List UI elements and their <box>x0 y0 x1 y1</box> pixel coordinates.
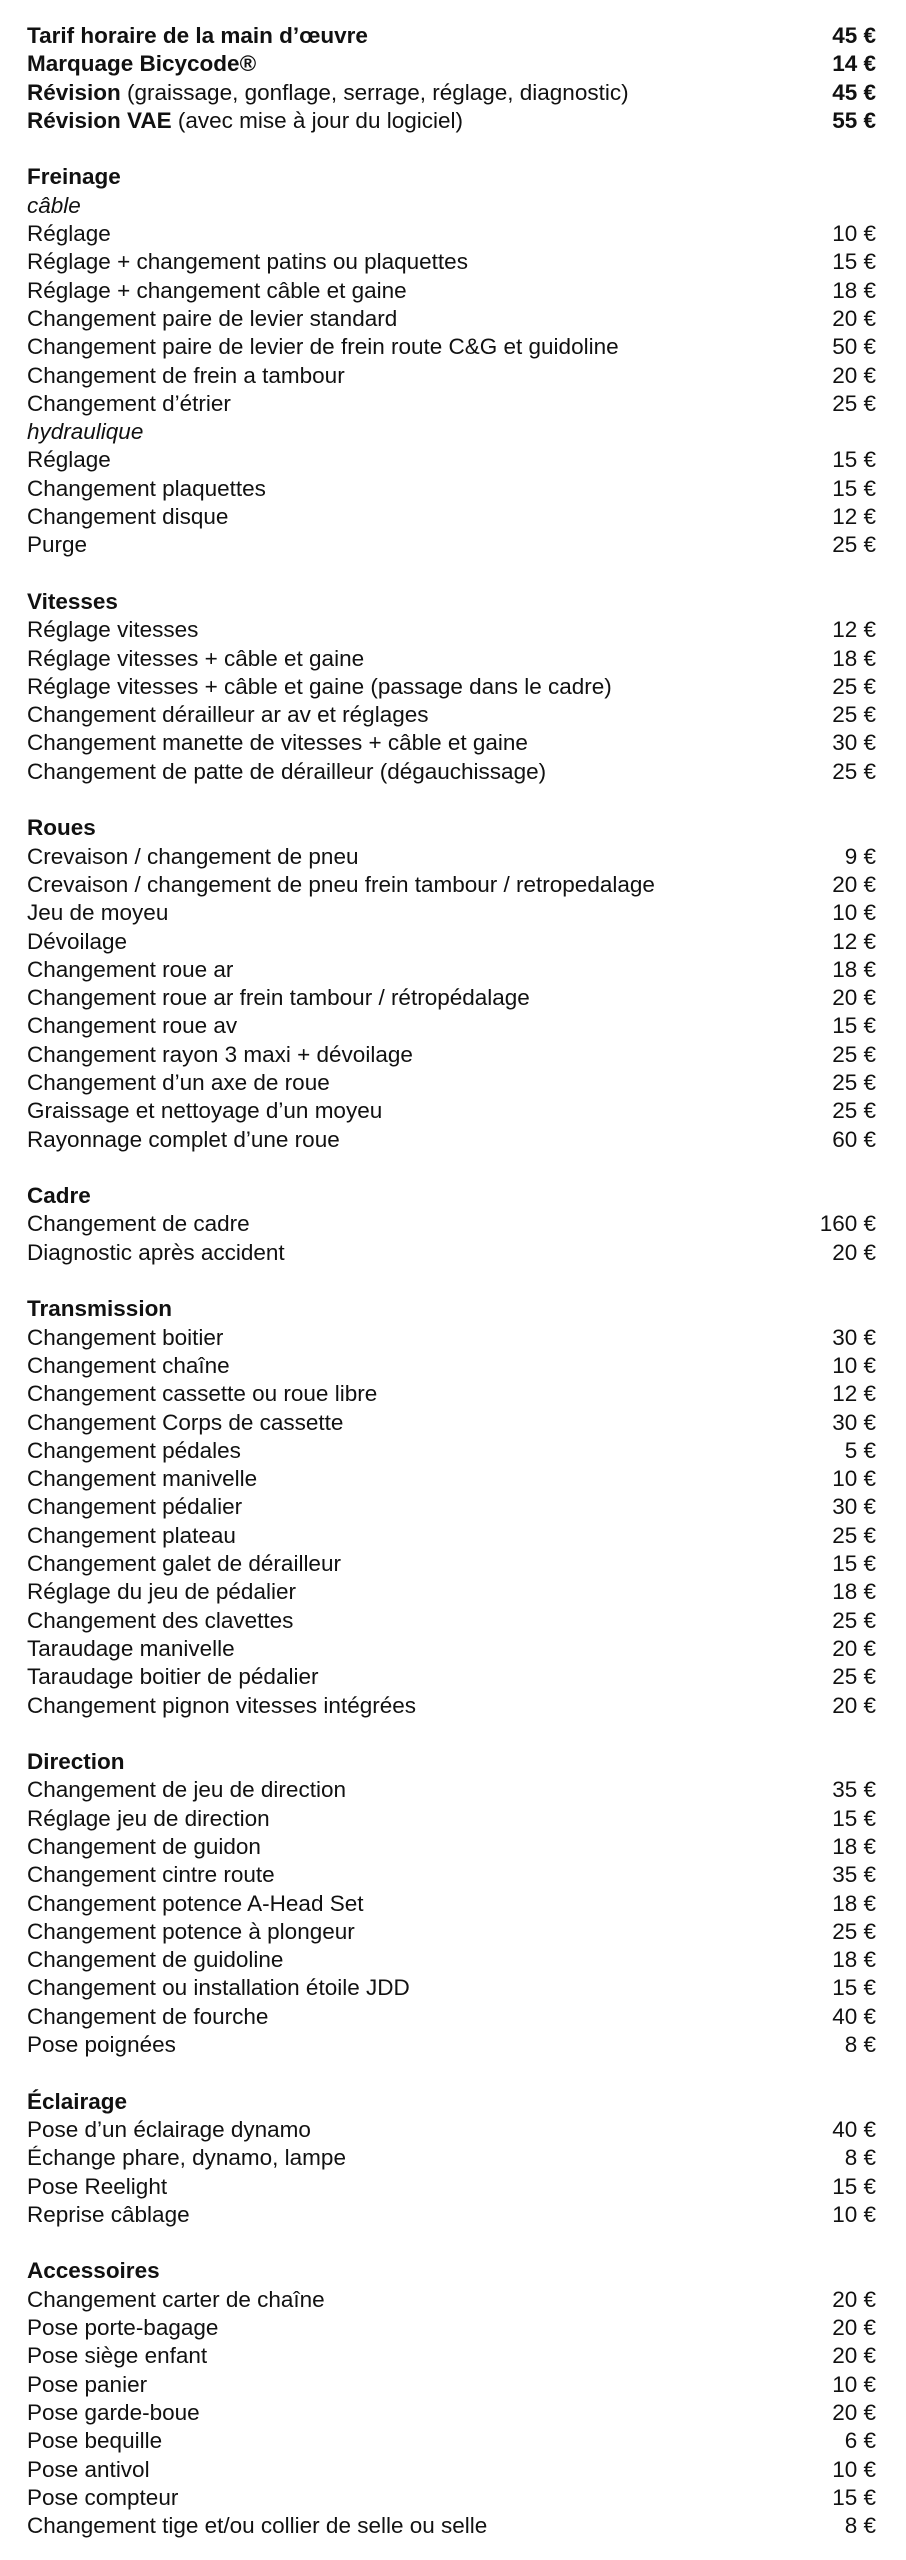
service-price: 8 € <box>844 2513 876 2539</box>
service-sections <box>27 135 876 2540</box>
service-row <box>27 2399 876 2427</box>
header-rate-row <box>27 107 876 135</box>
service-price: 12 € <box>832 617 876 643</box>
service-price: 20 € <box>832 2343 876 2369</box>
header-rate-row <box>27 50 876 78</box>
service-price: 12 € <box>832 1381 876 1407</box>
service-row <box>27 333 876 361</box>
service-row <box>27 220 876 248</box>
service-label: Taraudage manivelle <box>27 1635 235 1661</box>
service-label: Pose panier <box>27 2371 148 2397</box>
service-price: 10 € <box>832 1352 876 1378</box>
service-label: Pose bequille <box>27 2428 163 2454</box>
service-label: Réglage vitesses + câble et gaine (passage dans le cadre) <box>27 673 612 699</box>
service-price: 25 € <box>832 1098 876 1124</box>
service-price: 20 € <box>832 1635 876 1661</box>
service-row <box>27 1380 876 1408</box>
service-row <box>27 871 876 899</box>
service-price: 15 € <box>832 1013 876 1039</box>
service-row <box>27 531 876 559</box>
section-title: Roues <box>27 815 96 841</box>
service-price: 25 € <box>832 1069 876 1095</box>
section-cadre <box>27 1182 876 1267</box>
service-row <box>27 1692 876 1720</box>
service-label: Changement manette de vitesses + câble et gaine <box>27 730 528 756</box>
section-title: Transmission <box>27 1296 173 1322</box>
section-vitesses <box>27 588 876 786</box>
service-price: 10 € <box>832 2456 876 2482</box>
service-row <box>27 729 876 757</box>
service-label: Pose antivol <box>27 2456 150 2482</box>
service-price: 15 € <box>832 1805 876 1831</box>
service-row <box>27 2144 876 2172</box>
service-label: Changement paire de levier standard <box>27 305 398 331</box>
service-price: 18 € <box>832 1890 876 1916</box>
service-price: 30 € <box>832 1409 876 1435</box>
section-freinage <box>27 163 876 559</box>
service-label: Pose garde-boue <box>27 2399 200 2425</box>
service-row <box>27 1012 876 1040</box>
section-transmission <box>27 1295 876 1719</box>
service-row <box>27 616 876 644</box>
header-rate-label <box>27 107 812 135</box>
service-row <box>27 1239 876 1267</box>
service-price: 18 € <box>832 1947 876 1973</box>
service-row <box>27 1946 876 1974</box>
service-label: Changement chaîne <box>27 1352 230 1378</box>
service-row <box>27 899 876 927</box>
service-label: Réglage <box>27 221 111 247</box>
service-price: 15 € <box>832 2484 876 2510</box>
service-row <box>27 1041 876 1069</box>
service-price: 35 € <box>832 1777 876 1803</box>
service-label: Crevaison / changement de pneu frein tambour / retropedalage <box>27 871 655 897</box>
service-price: 12 € <box>832 504 876 530</box>
service-price: 10 € <box>832 2201 876 2227</box>
service-label: Changement potence A-Head Set <box>27 1890 364 1916</box>
service-price: 30 € <box>832 1494 876 1520</box>
service-row <box>27 843 876 871</box>
service-price: 25 € <box>832 702 876 728</box>
service-price: 10 € <box>832 1466 876 1492</box>
service-label: Changement pédales <box>27 1437 241 1463</box>
service-price: 10 € <box>832 900 876 926</box>
service-label: Changement plateau <box>27 1522 236 1548</box>
service-row <box>27 1069 876 1097</box>
service-row <box>27 248 876 276</box>
service-price: 18 € <box>832 645 876 671</box>
service-label: Changement dérailleur ar av et réglages <box>27 702 429 728</box>
service-label: Changement roue av <box>27 1013 238 1039</box>
service-row <box>27 2342 876 2370</box>
service-label: Changement tige et/ou collier de selle ou selle <box>27 2513 488 2539</box>
service-label: Changement pédalier <box>27 1494 243 1520</box>
service-label: Changement carter de chaîne <box>27 2286 325 2312</box>
header-rate-row <box>27 79 876 107</box>
service-row <box>27 1437 876 1465</box>
subsection-title: hydraulique <box>27 419 144 445</box>
service-row <box>27 362 876 390</box>
service-label: Changement rayon 3 maxi + dévoilage <box>27 1041 413 1067</box>
section-title: Éclairage <box>27 2088 128 2114</box>
section-spacer <box>27 786 876 814</box>
header-rate-details: (avec mise à jour du logiciel) <box>171 107 463 133</box>
service-price: 20 € <box>832 1239 876 1265</box>
service-row <box>27 1974 876 2002</box>
service-row <box>27 984 876 1012</box>
service-price: 15 € <box>832 1975 876 2001</box>
service-label: Changement paire de levier de frein route C&G et guidoline <box>27 334 619 360</box>
service-label: Réglage vitesses + câble et gaine <box>27 645 365 671</box>
service-price: 20 € <box>832 2315 876 2341</box>
service-label: Changement disque <box>27 504 229 530</box>
service-row <box>27 1890 876 1918</box>
service-price: 20 € <box>832 2399 876 2425</box>
service-label: Changement de cadre <box>27 1211 250 1237</box>
service-price: 15 € <box>832 475 876 501</box>
service-label: Échange phare, dynamo, lampe <box>27 2145 346 2171</box>
header-rate-name: Marquage Bicycode® <box>27 51 257 77</box>
service-price: 40 € <box>832 2116 876 2142</box>
service-price: 18 € <box>832 956 876 982</box>
service-row <box>27 2116 876 2144</box>
service-price: 15 € <box>832 249 876 275</box>
service-label: Changement de fourche <box>27 2003 269 2029</box>
service-row <box>27 1635 876 1663</box>
header-rate-label <box>27 79 812 107</box>
service-row <box>27 503 876 531</box>
section-roues <box>27 814 876 1154</box>
service-price: 12 € <box>832 928 876 954</box>
service-label: Graissage et nettoyage d’un moyeu <box>27 1098 383 1124</box>
service-label: Rayonnage complet d’une roue <box>27 1126 340 1152</box>
service-price: 60 € <box>832 1126 876 1152</box>
service-label: Changement potence à plongeur <box>27 1918 355 1944</box>
service-row <box>27 1493 876 1521</box>
service-price: 25 € <box>832 532 876 558</box>
service-row <box>27 1663 876 1691</box>
section-spacer <box>27 560 876 588</box>
header-rate-label <box>27 22 812 50</box>
section-eclairage <box>27 2088 876 2229</box>
section-spacer <box>27 1154 876 1182</box>
subsection-title: câble <box>27 192 81 218</box>
service-price: 20 € <box>832 871 876 897</box>
service-row <box>27 1776 876 1804</box>
service-label: Changement de jeu de direction <box>27 1777 346 1803</box>
service-price: 18 € <box>832 277 876 303</box>
header-rate-name: Révision <box>27 79 121 105</box>
section-title: Freinage <box>27 164 121 190</box>
service-price: 25 € <box>832 1664 876 1690</box>
service-label: Changement des clavettes <box>27 1607 294 1633</box>
service-price: 18 € <box>832 1579 876 1605</box>
service-row <box>27 2484 876 2512</box>
service-price: 30 € <box>832 1324 876 1350</box>
service-row <box>27 956 876 984</box>
service-row <box>27 277 876 305</box>
service-row <box>27 2314 876 2342</box>
service-price: 25 € <box>832 1607 876 1633</box>
header-rate-name: Révision VAE <box>27 107 172 133</box>
service-row <box>27 1805 876 1833</box>
service-row <box>27 2031 876 2059</box>
service-row <box>27 2003 876 2031</box>
service-label: Changement d’un axe de roue <box>27 1069 330 1095</box>
service-price: 20 € <box>832 305 876 331</box>
service-label: Réglage <box>27 447 111 473</box>
service-row <box>27 1409 876 1437</box>
service-row <box>27 305 876 333</box>
service-row <box>27 390 876 418</box>
service-row <box>27 1126 876 1154</box>
service-row <box>27 1833 876 1861</box>
section-spacer <box>27 1267 876 1295</box>
service-label: Changement de guidon <box>27 1834 261 1859</box>
service-row <box>27 446 876 474</box>
service-row <box>27 1550 876 1578</box>
service-row <box>27 1522 876 1550</box>
service-label: Taraudage boitier de pédalier <box>27 1664 319 1690</box>
service-row <box>27 1210 876 1238</box>
service-price: 25 € <box>832 758 876 784</box>
service-label: Changement boitier <box>27 1324 224 1350</box>
service-label: Purge <box>27 532 88 558</box>
service-label: Changement ou installation étoile JDD <box>27 1975 410 2001</box>
header-rate-price: 45 € <box>832 79 876 105</box>
header-rate-details: (graissage, gonflage, serrage, réglage, diagnostic) <box>120 79 629 105</box>
section-title: Direction <box>27 1749 125 1775</box>
service-price: 25 € <box>832 1918 876 1944</box>
service-label: Reprise câblage <box>27 2201 190 2227</box>
service-price: 20 € <box>832 985 876 1011</box>
service-price: 35 € <box>832 1862 876 1888</box>
service-row <box>27 1578 876 1606</box>
service-label: Changement de guidoline <box>27 1947 284 1973</box>
service-row <box>27 673 876 701</box>
service-price: 9 € <box>844 843 876 869</box>
section-direction <box>27 1748 876 2059</box>
section-title: Cadre <box>27 1183 91 1209</box>
header-rates <box>27 22 876 135</box>
service-label: Dévoilage <box>27 928 128 954</box>
service-label: Changement cintre route <box>27 1862 275 1888</box>
service-price: 25 € <box>832 1041 876 1067</box>
service-price: 10 € <box>832 2371 876 2397</box>
service-label: Réglage + changement patins ou plaquettes <box>27 249 468 275</box>
service-price: 8 € <box>844 2145 876 2171</box>
service-price: 25 € <box>832 1522 876 1548</box>
service-label: Réglage vitesses <box>27 617 199 643</box>
service-price: 160 € <box>819 1211 876 1237</box>
header-rate-row <box>27 22 876 50</box>
section-title: Vitesses <box>27 588 118 614</box>
header-rate-price: 45 € <box>832 23 876 48</box>
service-price: 8 € <box>844 2032 876 2058</box>
service-row <box>27 1465 876 1493</box>
section-spacer <box>27 2059 876 2087</box>
service-row <box>27 1324 876 1352</box>
service-row <box>27 1352 876 1380</box>
service-price: 5 € <box>844 1437 876 1463</box>
service-price: 10 € <box>832 221 876 247</box>
service-label: Pose compteur <box>27 2484 179 2510</box>
service-label: Changement galet de dérailleur <box>27 1551 341 1577</box>
service-price: 20 € <box>832 2286 876 2312</box>
service-row <box>27 2371 876 2399</box>
header-rate-price: 14 € <box>832 51 876 77</box>
service-label: Changement pignon vitesses intégrées <box>27 1692 416 1718</box>
service-row <box>27 2456 876 2484</box>
service-row <box>27 1097 876 1125</box>
service-label: Changement plaquettes <box>27 475 266 501</box>
service-label: Changement manivelle <box>27 1466 258 1492</box>
service-row <box>27 2427 876 2455</box>
service-label: Changement roue ar <box>27 956 234 982</box>
service-price: 15 € <box>832 447 876 473</box>
service-label: Crevaison / changement de pneu <box>27 843 359 869</box>
service-label: Changement cassette ou roue libre <box>27 1381 378 1407</box>
service-row <box>27 2201 876 2229</box>
section-accessoires <box>27 2257 876 2540</box>
service-label: Pose siège enfant <box>27 2343 208 2369</box>
service-label: Diagnostic après accident <box>27 1239 285 1265</box>
service-price: 25 € <box>832 673 876 699</box>
service-label: Changement de patte de dérailleur (dégauchissage) <box>27 758 547 784</box>
service-row <box>27 2173 876 2201</box>
header-rate-name: Tarif horaire de la main d’œuvre <box>27 23 368 48</box>
service-row <box>27 1607 876 1635</box>
service-label: Pose d’un éclairage dynamo <box>27 2116 311 2142</box>
service-row <box>27 2286 876 2314</box>
service-price: 15 € <box>832 2173 876 2199</box>
service-row <box>27 701 876 729</box>
service-price: 6 € <box>844 2428 876 2454</box>
service-label: Réglage + changement câble et gaine <box>27 277 407 303</box>
service-price: 40 € <box>832 2003 876 2029</box>
service-label: Pose poignées <box>27 2032 176 2058</box>
service-row <box>27 1918 876 1946</box>
service-price: 25 € <box>832 390 876 416</box>
header-rate-price: 55 € <box>832 107 876 133</box>
service-label: Changement Corps de cassette <box>27 1409 344 1435</box>
service-price: 50 € <box>832 334 876 360</box>
service-row <box>27 2512 876 2540</box>
section-spacer <box>27 2229 876 2257</box>
service-price: 15 € <box>832 1551 876 1577</box>
service-row <box>27 758 876 786</box>
service-row <box>27 645 876 673</box>
service-price: 20 € <box>832 362 876 388</box>
section-title: Accessoires <box>27 2258 160 2284</box>
service-price: 20 € <box>832 1692 876 1718</box>
service-price: 30 € <box>832 730 876 756</box>
service-price: 18 € <box>832 1834 876 1859</box>
service-row <box>27 928 876 956</box>
service-label: Pose porte-bagage <box>27 2315 219 2341</box>
service-row <box>27 475 876 503</box>
section-spacer <box>27 1720 876 1748</box>
service-label: Changement roue ar frein tambour / rétropédalage <box>27 985 530 1011</box>
service-label: Changement d’étrier <box>27 390 231 416</box>
section-spacer <box>27 135 876 163</box>
service-label: Changement de frein a tambour <box>27 362 345 388</box>
service-label: Jeu de moyeu <box>27 900 169 926</box>
service-label: Pose Reelight <box>27 2173 168 2199</box>
service-label: Réglage jeu de direction <box>27 1805 270 1831</box>
service-label: Réglage du jeu de pédalier <box>27 1579 296 1605</box>
service-row <box>27 1861 876 1889</box>
header-rate-label <box>27 50 812 78</box>
